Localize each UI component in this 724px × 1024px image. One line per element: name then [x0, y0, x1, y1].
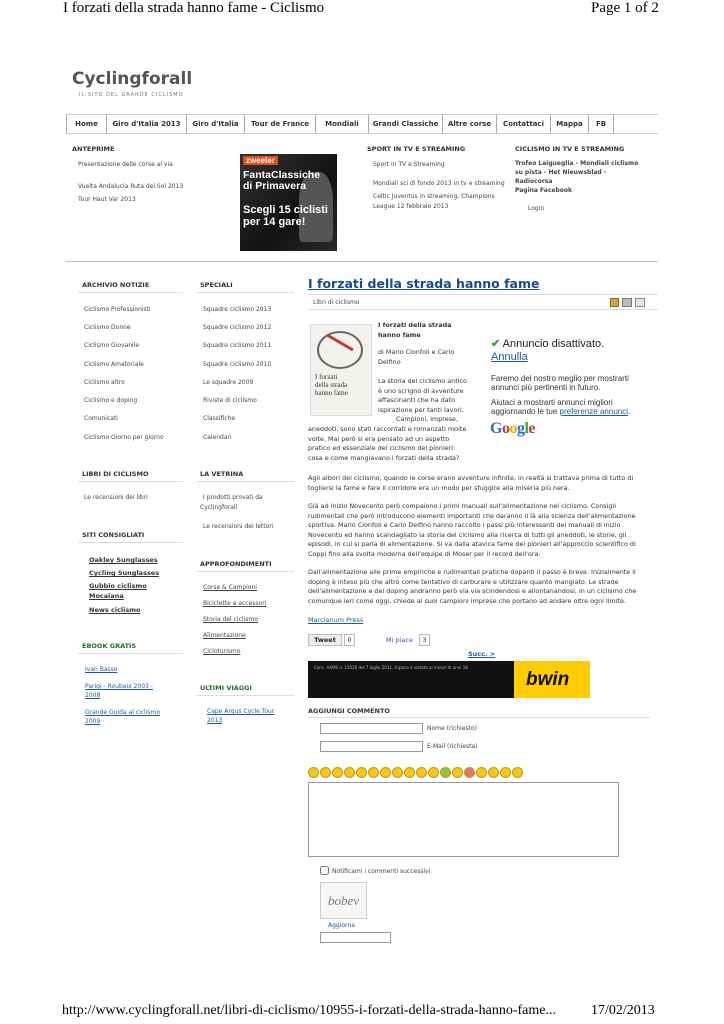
- book-cover-image: [310, 324, 372, 416]
- speciali-item[interactable]: Classifiche: [203, 415, 236, 422]
- nav-classiche[interactable]: Grandi Classiche: [368, 115, 442, 133]
- archivio-item[interactable]: Ciclismo e doping: [84, 397, 138, 404]
- divider: [196, 292, 294, 293]
- viaggi-item[interactable]: Cape Argus Cycle Tour: [207, 708, 275, 715]
- pdf-footer-url: http://www.cyclingforall.net/libri-di-ciclismo/10955-i-forzati-della-strada-hanno-fame...: [62, 1003, 556, 1018]
- comment-title: AGGIUNGI COMMENTO: [308, 707, 390, 715]
- speciali-item[interactable]: Squadre ciclismo 2011: [203, 342, 272, 349]
- divider: [196, 571, 294, 572]
- viaggi-title: ULTIMI VIAGGI: [200, 684, 252, 692]
- ad-message: Faremo del nostro meglio per mostrarti annunci più pertinenti in futuro.: [491, 374, 629, 392]
- approf-item[interactable]: Alimentazione: [203, 632, 246, 639]
- siti-item[interactable]: Mocaiana: [89, 592, 124, 600]
- smiley-icon[interactable]: [488, 767, 499, 778]
- check-icon: ✔: [491, 338, 501, 350]
- smiley-icon[interactable]: [380, 767, 391, 778]
- article-intro: La storia del ciclismo antico è uno scrigno di avventure affascinanti che ha dato ispirazione per tanti lavori. Campioni, imprese,: [378, 377, 467, 423]
- smiley-bar: [308, 767, 524, 778]
- ebook-item[interactable]: 2009: [85, 718, 101, 725]
- ad-preferences-link[interactable]: preferenze annunci: [559, 407, 628, 416]
- nav-contattaci[interactable]: Contattaci: [496, 115, 550, 133]
- viaggi-item[interactable]: 2013: [207, 717, 223, 724]
- ebook-item[interactable]: Grande Guida al ciclismo: [85, 709, 161, 716]
- article-title[interactable]: I forzati della strada hanno fame: [308, 276, 540, 291]
- divider: [66, 261, 658, 262]
- libri-title: LIBRI DI CICLISMO: [82, 470, 149, 478]
- divider: [78, 292, 183, 293]
- nav-fb[interactable]: FB: [588, 115, 614, 133]
- article-paragraph: Dall'alimentazione alle prime empiriche e rudimentali pratiche dopanti il passo è breve. Inizialmente il doping è inteso più che altro come tentativo di carburare e utilizzare quanto mangiato. Le strade dell'alimentazione e del doping andranno però via via scindendosi e allontanandosi, in un ciclismo che comunque ieri come oggi, chiede ai suoi campioni imprese che portano ad andare oltre ogni limite.: [308, 568, 637, 605]
- pdf-footer-date: 17/02/2013: [591, 1003, 655, 1018]
- sport-tv-item[interactable]: Sport in TV e Streaming: [373, 161, 445, 168]
- approf-item[interactable]: Cicloturismo: [203, 648, 241, 655]
- smiley-icon[interactable]: [452, 767, 463, 778]
- smiley-icon[interactable]: [392, 767, 403, 778]
- bwin-logo: bwin: [526, 669, 570, 690]
- nav-giro-2013[interactable]: Giro d'Italia 2013: [106, 115, 186, 133]
- siti-item[interactable]: Gubbio ciclismo: [89, 582, 147, 590]
- captcha-image: bobev: [320, 882, 367, 919]
- sport-tv-item[interactable]: Mondiali sci di fondo 2013 in tv e streaming: [373, 180, 505, 187]
- archivio-item[interactable]: Ciclismo Donne: [84, 324, 131, 331]
- smiley-icon[interactable]: [332, 767, 343, 778]
- notify-checkbox[interactable]: [320, 866, 329, 875]
- email-input[interactable]: [320, 741, 423, 752]
- siti-item[interactable]: Oakley Sunglasses: [89, 556, 158, 564]
- bwin-legal: Conc. AAMS n. 15026 del 7 luglio 2011. Il gioco è vietato ai minori di anni 18: [314, 665, 468, 670]
- siti-item[interactable]: News ciclismo: [89, 606, 141, 614]
- captcha-input[interactable]: [320, 932, 391, 943]
- archivio-item[interactable]: Ciclismo Professionisti: [84, 306, 151, 313]
- banner-line: Scegli 15 ciclisti: [243, 204, 328, 216]
- divider: [196, 695, 294, 696]
- divider: [78, 653, 183, 654]
- divider: [196, 481, 294, 482]
- pdf-header-page: Page 1 of 2: [591, 0, 659, 16]
- archivio-title: ARCHIVIO NOTIZIE: [82, 281, 150, 289]
- nav-altre[interactable]: Altre corse: [442, 115, 496, 133]
- speciali-item[interactable]: Calendari: [203, 434, 232, 441]
- print-icon[interactable]: [622, 298, 632, 307]
- speciali-item[interactable]: Squadre ciclismo 2013: [203, 306, 272, 313]
- ciclismo-tv-item[interactable]: Pagina Facebook: [515, 187, 572, 194]
- divider: [308, 717, 650, 718]
- ebook-title: EBOOK GRATIS: [82, 642, 137, 650]
- anteprime-title: ANTEPRIME: [72, 145, 115, 153]
- banner-line: per 14 gare!: [243, 216, 306, 228]
- tweet-count: 0: [344, 634, 355, 646]
- nav-giro[interactable]: Giro d'Italia: [186, 115, 244, 133]
- book-title: I forzati della strada hanno fame: [378, 321, 452, 339]
- speciali-item[interactable]: Riviste di ciclismo: [203, 397, 257, 404]
- ebook-item[interactable]: Parigi - Roubaix 2003 -: [85, 683, 153, 690]
- ciclismo-tv-item[interactable]: su pista - Het Nieuwsblad -: [515, 169, 607, 176]
- main-nav: [66, 114, 658, 134]
- archivio-item[interactable]: Ciclismo Giovanile: [84, 342, 140, 349]
- anteprime-item[interactable]: Vuelta Andalucia Ruta del Sol 2013: [78, 183, 184, 190]
- vetrina-item[interactable]: Cyclingforall: [200, 504, 238, 511]
- speciali-title: SPECIALI: [200, 281, 233, 289]
- next-article-link[interactable]: Succ. >: [468, 650, 496, 658]
- publisher-link[interactable]: Marcianum Press: [308, 616, 364, 624]
- name-input[interactable]: [320, 723, 423, 734]
- like-button[interactable]: Mi piace: [386, 636, 413, 644]
- comment-textarea[interactable]: [308, 782, 619, 857]
- smiley-icon[interactable]: [344, 767, 355, 778]
- anteprime-item[interactable]: Presentazione delle corse al via: [78, 161, 173, 168]
- fantaclassiche-banner[interactable]: [240, 154, 337, 251]
- ciclismo-tv-item[interactable]: Radiocorsa: [515, 178, 553, 185]
- smiley-icon[interactable]: [356, 767, 367, 778]
- name-label: Nome (richiesto): [427, 725, 478, 732]
- nav-mondiali[interactable]: Mondiali: [315, 115, 368, 133]
- article-paragraph: Già ad inizio Novecento però compaiono i primi manuali sull'alimentazione nel ciclismo. Consigli rudimentali che però introducono elementi importanti che daranno il là alla scienza dell'alimentazione sportiva. Mario Cionfoli e Carlo Delfino hanno raccolto i passi più interessanti dei manuali di inizio Novecento ed hanno scandagliato la storia del ciclismo alla ricerca di tutti gli aneddoti, le storie, gli episodi, in cui si parla di alimentazione. Si va dalla atavica fame dei pionieri all'approccio scientifico di Coppi fino alla svolta moderna dell'equipe di Moser per il record dell'ora.: [308, 502, 636, 558]
- zweeler-logo: zweeler: [243, 156, 278, 165]
- divider: [78, 481, 183, 482]
- smiley-icon[interactable]: [308, 767, 319, 778]
- anteprime-item[interactable]: Tour Haut Var 2013: [78, 196, 136, 203]
- banner-line: FantaClassiche: [243, 169, 321, 181]
- tweet-button[interactable]: Tweet: [308, 634, 342, 646]
- smiley-icon[interactable]: [428, 767, 439, 778]
- smiley-icon[interactable]: [440, 767, 451, 778]
- smiley-icon[interactable]: [368, 767, 379, 778]
- email-icon[interactable]: [635, 298, 645, 307]
- email-label: E-Mail (richiesta): [427, 743, 478, 750]
- google-logo: Google: [490, 420, 536, 437]
- site-tagline: IL SITO DEL GRANDE CICLISMO: [79, 92, 184, 98]
- siti-item[interactable]: Cycling Sunglasses: [89, 569, 160, 577]
- login-link[interactable]: Login: [528, 205, 545, 212]
- archivio-item[interactable]: Ciclismo Amatoriale: [84, 361, 144, 368]
- article-paragraph: Agli albori del ciclismo, quando le corse erano avventure infinite, in realtà si trattava prima di tutto di togliersi la fame e fare il corridore era un modo per sfuggire alla miseria più nera.: [308, 474, 634, 492]
- smiley-icon[interactable]: [476, 767, 487, 778]
- nav-tour[interactable]: Tour de France: [244, 115, 315, 133]
- smiley-icon[interactable]: [512, 767, 523, 778]
- banner-line: di Primavera: [243, 180, 307, 192]
- approf-item[interactable]: Storia del ciclismo: [203, 616, 258, 623]
- ebook-item[interactable]: 2008: [85, 692, 101, 699]
- approfondimenti-title: APPROFONDIMENTI: [200, 560, 272, 568]
- article-category[interactable]: Libri di ciclismo: [313, 299, 360, 306]
- archivio-item[interactable]: Ciclismo Giorno per giorno: [84, 434, 164, 441]
- pdf-header-title: I forzati della strada hanno fame - Ciclismo: [63, 0, 325, 16]
- book-authors: di Mario Cionfoli e Carlo Delfino: [378, 348, 455, 366]
- archivio-item[interactable]: Ciclismo altro: [84, 379, 125, 386]
- nav-home[interactable]: Home: [66, 115, 106, 133]
- sport-tv-title: SPORT IN TV E STREAMING: [367, 145, 466, 153]
- speciali-item[interactable]: Squadre ciclismo 2012: [203, 324, 272, 331]
- smiley-icon[interactable]: [464, 767, 475, 778]
- nav-mappa[interactable]: Mappa: [550, 115, 588, 133]
- smiley-icon[interactable]: [500, 767, 511, 778]
- approf-item[interactable]: Corse & Campioni: [203, 584, 257, 591]
- ad-cancel-link[interactable]: Annulla: [491, 351, 528, 363]
- sport-tv-item[interactable]: Celtic Juventus in streaming, Champions: [373, 193, 495, 200]
- divider: [78, 542, 183, 543]
- article-intro-cont: aneddoti, sono stati raccontati e romanzati molte volte. Mai però si era pensato ad un aspetto pratico ed essenziale del ciclismo dei pionieri: cosa e come mangiavano i forzati della strada?: [308, 425, 467, 462]
- smiley-icon[interactable]: [416, 767, 427, 778]
- smiley-icon[interactable]: [404, 767, 415, 778]
- article-meta-bar: [308, 294, 658, 310]
- vetrina-item[interactable]: Le recensioni dei lettori: [203, 523, 274, 530]
- siti-title: SITI CONSIGLIATI: [82, 531, 145, 539]
- bwin-ad[interactable]: [308, 661, 590, 698]
- edit-icon[interactable]: [610, 298, 619, 307]
- ciclismo-tv-item[interactable]: Trofeo Laigueglia - Mondiali ciclismo: [515, 160, 639, 167]
- libri-item[interactable]: Le recensioni dei libri: [84, 494, 148, 501]
- smiley-icon[interactable]: [320, 767, 331, 778]
- speciali-item[interactable]: Le squadre 2009: [203, 379, 254, 386]
- notify-label: Notificami i commenti successivi: [332, 868, 431, 875]
- like-count: 3: [419, 634, 430, 646]
- sport-tv-item[interactable]: League 12 febbraio 2013: [373, 203, 449, 210]
- approf-item[interactable]: Biciclette e accessori: [203, 600, 267, 607]
- ad-help: Aiutaci a mostrarti annunci migliori aggiornando le tue preferenze annunci.: [491, 398, 631, 416]
- cover-title: I forzati della strada hanno fame: [315, 373, 348, 397]
- vetrina-item[interactable]: I prodotti provati da: [203, 494, 263, 501]
- site-logo[interactable]: Cyclingforall: [72, 69, 193, 89]
- captcha-refresh-link[interactable]: Aggiorna: [328, 922, 355, 929]
- ciclismo-tv-title: CICLISMO IN TV E STREAMING: [515, 145, 625, 153]
- vetrina-title: LA VETRINA: [200, 470, 244, 478]
- speciali-item[interactable]: Squadre ciclismo 2010: [203, 361, 272, 368]
- ad-disabled-notice: ✔ Annuncio disattivato.: [491, 338, 605, 350]
- archivio-item[interactable]: Comunicati: [84, 415, 118, 422]
- ebook-item[interactable]: Ivan Basso: [85, 666, 118, 673]
